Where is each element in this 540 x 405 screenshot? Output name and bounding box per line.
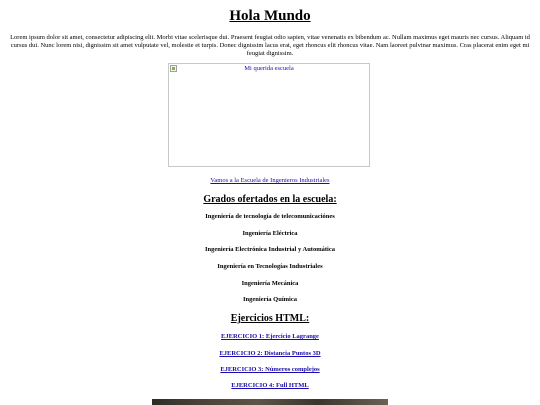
intro-paragraph: Lorem ipsum dolor sit amet, consectetur adipiscing elit. Morbi vitae scelerisque dui. Praesent feugiat odio sapien, vitae venenatis ex bibendum ac. Nullam maximus eget mauris nec cursus. Aliquam id cursus dui. Nunc lorem nisi, dignissim sit amet vulputate vel, molestie et turpis. Donec dignissim lacus erat, eget rhoncus elit rhoncus vitae. Nam laoreet pulvinar maximus. Cras placerat enim eget mi feugiat dignissim. [10, 34, 530, 57]
school-image-alt-text: Mi querida escuela [244, 65, 294, 72]
degree-item: Ingeniería de tecnología de telecomunicaciónes [205, 213, 335, 220]
bottom-photo [152, 399, 388, 405]
degree-item: Ingeniería Química [243, 296, 297, 303]
degree-item: Ingeniería Eléctrica [242, 230, 298, 237]
page-title: Hola Mundo [229, 8, 311, 24]
exercise-link-3[interactable]: EJERCICIO 3: Números complejos [220, 366, 320, 373]
exercises-heading: Ejercicios HTML: [230, 313, 310, 324]
exercise-link-2[interactable]: EJERCICIO 2: Distancia Puntos 3D [219, 350, 321, 357]
degree-item: Ingeniería Electrónica Industrial y Automática [205, 246, 335, 253]
school-link[interactable]: Vamos a la Escuela de Ingenieros Industriales [210, 177, 330, 184]
degrees-heading: Grados ofertados en la escuela: [203, 194, 337, 205]
exercise-link-1[interactable]: EJERCICIO 1: Ejercicio Lagrange [221, 333, 319, 340]
degree-item: Ingeniería Mecánica [241, 280, 299, 287]
exercise-link-4[interactable]: EJERCICIO 4: Full HTML [231, 382, 309, 389]
school-image [168, 63, 370, 167]
degree-item: Ingeniería en Tecnologías Industriales [217, 263, 323, 270]
